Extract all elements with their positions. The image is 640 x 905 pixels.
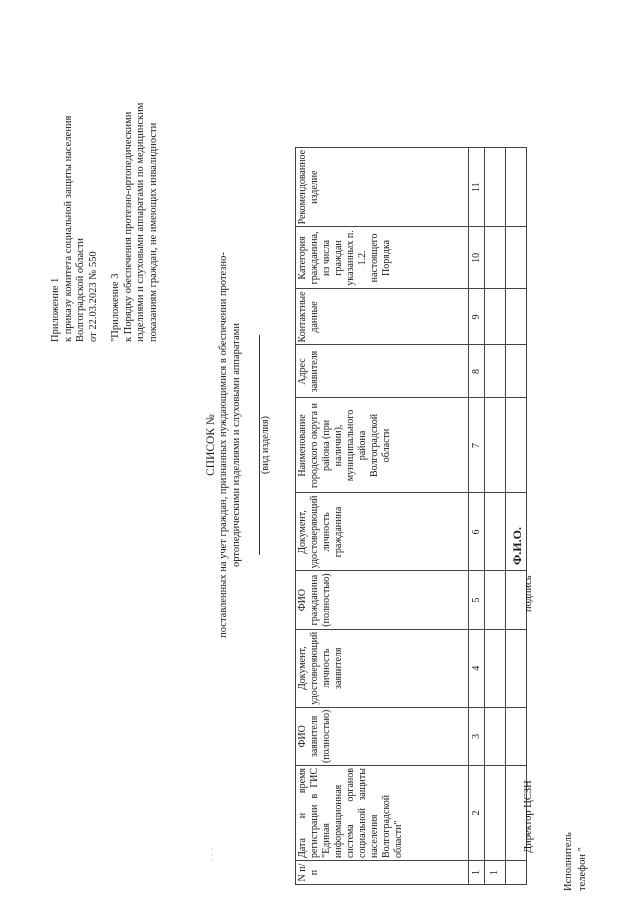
column-number: 7 [469,398,485,493]
column-header: Рекомендованное изделие [296,147,469,227]
column-number: 4 [469,629,485,707]
document-title-block [204,185,272,705]
table-cell[interactable] [506,227,527,289]
table-cell[interactable] [485,766,506,861]
table-cell[interactable] [485,571,506,629]
table-row [485,147,506,884]
table-cell[interactable] [485,707,506,765]
table-row [506,147,527,884]
column-header: Категория гражданина, из числа граждан указанных п. 1.2. настоящего Порядка [296,227,469,289]
director-label: Директор ЦСЗН [523,780,534,853]
appendix-line: Волгоградской области [75,237,86,342]
signature-label: подпись [523,575,534,612]
table-cell[interactable] [506,861,527,885]
document-subtitle: поставленных на учет граждан, признанных нуждающимися в обеспечении протезно-ортопедическими изделиями и слуховыми аппаратами [218,252,242,638]
table-cell[interactable] [485,493,506,571]
column-number: 9 [469,289,485,345]
column-header: Адрес заявителя [296,345,469,398]
column-header: ФИО гражданина (полностью) [296,571,469,629]
column-number: 5 [469,571,485,629]
column-number: 8 [469,345,485,398]
column-number: 10 [469,227,485,289]
table-cell[interactable] [506,345,527,398]
column-header: Документ, удостоверяющий личность гражданина [296,493,469,571]
table-cell[interactable] [506,629,527,707]
appendix-line: показаниям граждан, не имеющих инвалидности [147,122,159,342]
document-title: СПИСОК № [205,414,217,476]
column-number-row [469,147,485,884]
appendix-line: к Порядку обеспечения протезно-ортопедическими [122,111,134,342]
table-cell[interactable] [506,289,527,345]
scan-dots: · · · [207,847,217,861]
appendix-line: "Приложение 3 [110,273,121,342]
kind-caption: (вид изделия) [260,416,271,474]
table-cell[interactable] [485,629,506,707]
table-cell[interactable] [485,289,506,345]
table-header-row [296,147,469,884]
table-cell[interactable] [485,147,506,227]
column-header: Документ, удостоверяющий личность заявителя [296,629,469,707]
column-header: ФИО заявителя (полностью) [296,707,469,765]
appendix-line: к приказу комитета социальной защиты населения [62,115,74,342]
column-header: N п/п [296,861,469,885]
fio-label: Ф.И.О. [510,527,524,565]
registration-table [295,147,527,885]
column-number: 11 [469,147,485,227]
table-cell[interactable] [485,345,506,398]
column-header: Контактные данные [296,289,469,345]
table-cell[interactable] [506,707,527,765]
table-cell[interactable] [506,147,527,227]
table-cell[interactable] [485,227,506,289]
column-number: 3 [469,707,485,765]
appendix-line: от 22.03.2023 № 550 [87,251,99,342]
table-cell[interactable] [485,398,506,493]
executor-label: Исполнитель [563,832,574,891]
column-number: 6 [469,493,485,571]
column-number: 2 [469,766,485,861]
column-number: 1 [469,861,485,885]
appendix-header [50,12,160,342]
appendix-line: изделиями и слуховыми аппаратами по медицинским [135,102,146,342]
phone-label: телефон " [577,847,588,891]
row-index: 1 [485,861,506,885]
appendix-line: Приложение 1 [50,277,61,342]
column-header: Дата и время регистрации в ГИС "Единая информационная система органов социальной защиты населения Волгоградской области" [296,766,469,861]
table-cell[interactable] [506,398,527,493]
column-header: Наименование городского округа и района (при наличии), муниципального района Волгоградской области [296,398,469,493]
